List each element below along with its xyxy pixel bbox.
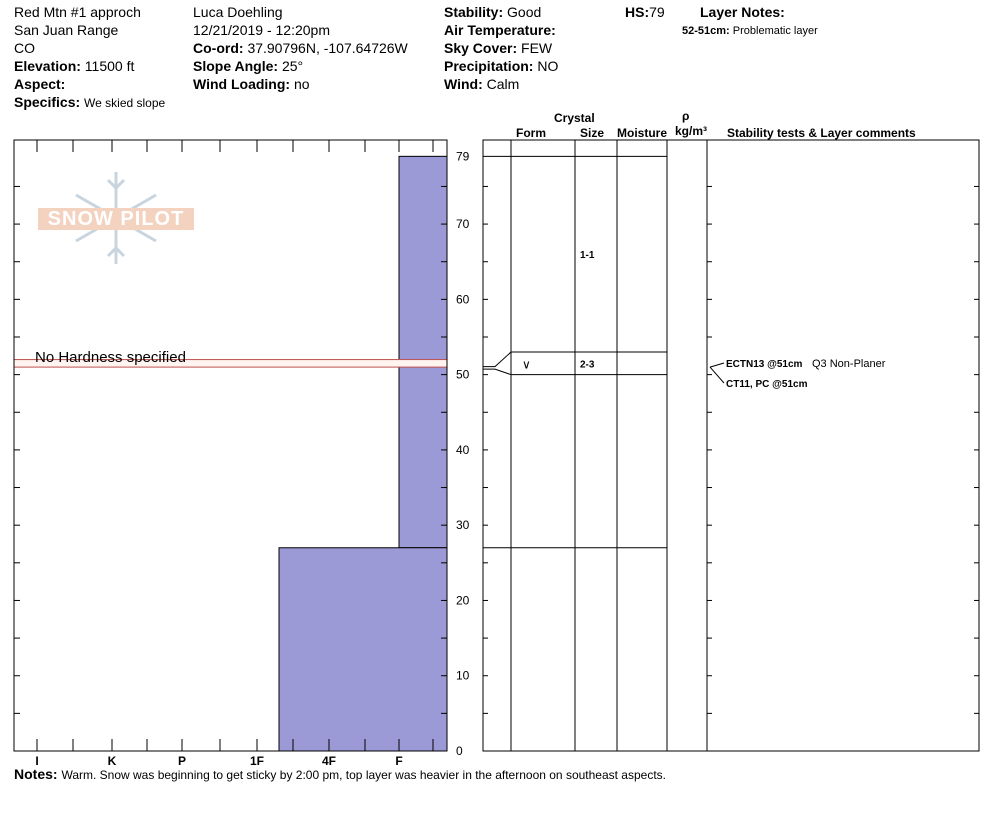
range: San Juan Range [14, 22, 119, 38]
specifics-label: Specifics: [14, 94, 81, 110]
coord-value: 37.90796N, -107.64726W [247, 40, 408, 56]
datetime: 12/21/2019 - 12:20pm [193, 22, 330, 38]
layer-notes-label: Layer Notes: [700, 4, 785, 20]
wind-value: Calm [486, 76, 520, 92]
test-label: ECTN13 @51cm [726, 359, 803, 370]
notes-label: Notes: [14, 766, 58, 782]
hs-value: 79 [649, 4, 665, 20]
x-tick-label: 4F [321, 754, 337, 768]
test-pointer [710, 363, 724, 367]
wind-loading-label: Wind Loading: [193, 76, 291, 92]
notes-text: Warm. Snow was beginning to get sticky by 2:00 pm, top layer was heavier in the afternoon on southeast aspects. [61, 768, 666, 782]
layer-table-frame [483, 140, 979, 751]
y-tick-label: 10 [456, 668, 470, 683]
no-hardness-label: No Hardness specified [35, 349, 186, 366]
stability-label: Stability: [444, 4, 504, 20]
state: CO [14, 40, 35, 56]
slope-label: Slope Angle: [193, 58, 279, 74]
slope-value: 25° [281, 58, 304, 74]
layer-connector [483, 369, 511, 375]
test-label: CT11, PC @51cm [726, 379, 808, 390]
wind-loading-value: no [293, 76, 310, 92]
crystal-size-label: 1-1 [580, 250, 595, 262]
x-tick-label: P [177, 754, 187, 768]
hardness-bar [279, 548, 447, 751]
snowpilot-logo [38, 168, 194, 268]
tests-header: Stability tests & Layer comments [727, 126, 916, 140]
observer: Luca Doehling [193, 4, 283, 20]
hardness-bar [399, 156, 447, 547]
test-comment: Q3 Non-Planer [812, 358, 886, 370]
y-tick-label: 0 [456, 744, 463, 758]
y-tick-label: 30 [456, 518, 470, 533]
layer-note-range: 52-51cm: [682, 25, 730, 37]
crystal-form-symbol: ∨ [522, 357, 531, 372]
logo-text: SNOW PILOT [38, 208, 194, 230]
y-tick-label: 79 [456, 149, 470, 164]
crystal-size-label: 2-3 [580, 359, 595, 371]
air-temp-label: Air Temperature: [444, 22, 556, 38]
form-header: Form [516, 126, 546, 140]
x-tick-label: K [107, 754, 117, 768]
x-tick-label: 1F [249, 754, 265, 768]
elevation-label: Elevation: [14, 58, 81, 74]
y-tick-label: 50 [456, 367, 470, 382]
sky-value: FEW [521, 40, 553, 56]
notes-field [14, 766, 666, 784]
y-tick-label: 70 [456, 217, 470, 232]
coord-label: Co-ord: [193, 40, 244, 56]
sky-label: Sky Cover: [444, 40, 518, 56]
y-tick-label: 40 [456, 442, 470, 457]
hs-label: HS: [625, 4, 650, 20]
location: Red Mtn #1 approch [14, 4, 141, 20]
rho-header: ρ [682, 109, 690, 123]
precip-label: Precipitation: [444, 58, 534, 74]
aspect-label: Aspect: [14, 76, 66, 92]
moisture-header: Moisture [617, 126, 668, 140]
elevation-value: 11500 ft [84, 58, 135, 74]
y-tick-label: 20 [456, 593, 470, 608]
x-tick-label: F [395, 754, 403, 768]
test-pointer [710, 367, 724, 383]
x-tick-label: I [35, 754, 39, 768]
size-header: Size [580, 126, 605, 140]
specifics-value: We skied slope [84, 96, 166, 110]
wind-label: Wind: [444, 76, 483, 92]
density-unit-header: kg/m³ [675, 124, 708, 138]
layer-connector [483, 352, 511, 367]
layer-note-text: Problematic layer [732, 25, 818, 37]
stability-value: Good [507, 4, 542, 20]
y-tick-label: 60 [456, 292, 470, 307]
precip-value: NO [537, 58, 559, 74]
crystal-header: Crystal [554, 111, 595, 125]
